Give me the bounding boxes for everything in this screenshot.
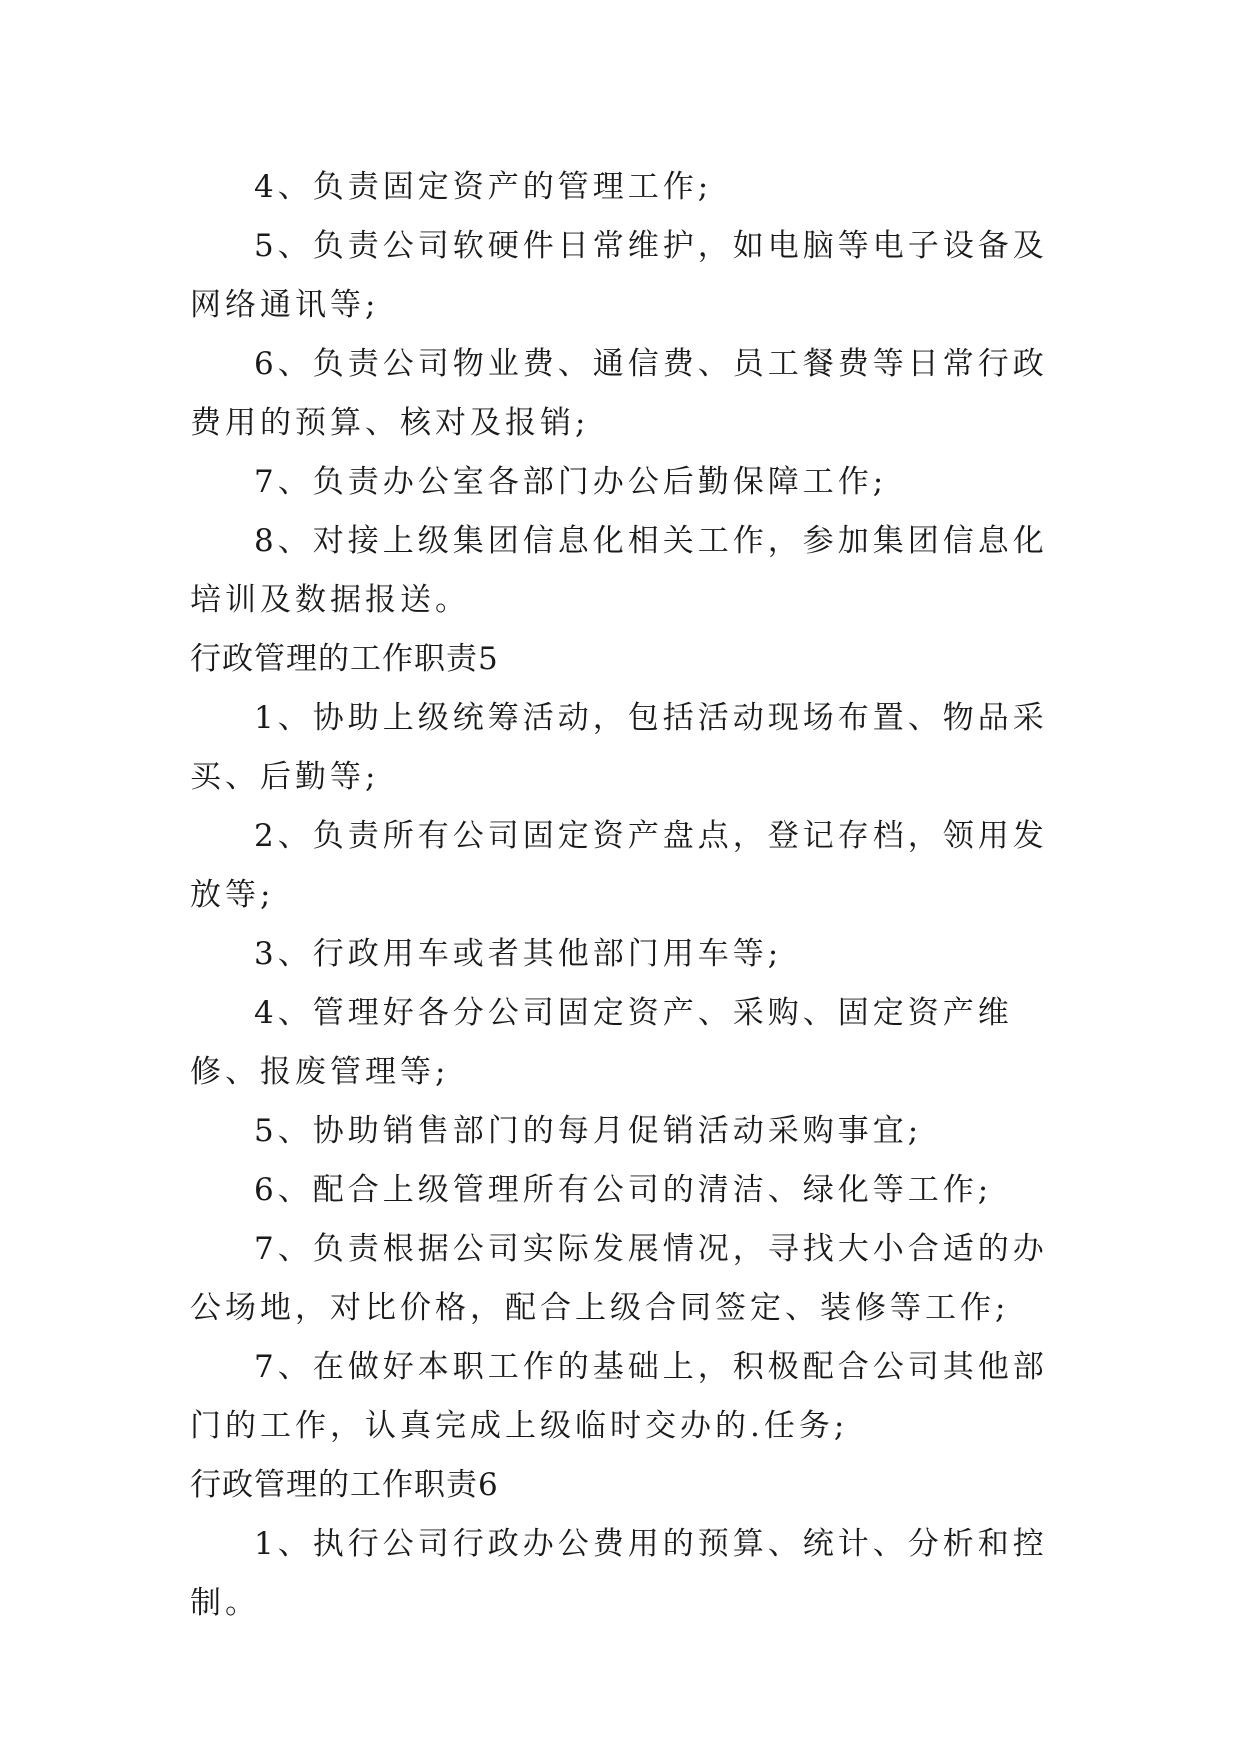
list-item: 8、对接上级集团信息化相关工作，参加集团信息化培训及数据报送。 (190, 523, 1048, 618)
list-item: 5、负责公司软硬件日常维护，如电脑等电子设备及网络通讯等; (190, 228, 1048, 323)
list-item: 4、管理好各分公司固定资产、采购、固定资产维修、报废管理等; (190, 995, 1013, 1090)
section-heading: 行政管理的工作职责6 (190, 1467, 499, 1503)
list-item: 1、执行公司行政办公费用的预算、统计、分析和控制。 (190, 1526, 1048, 1621)
list-item: 7、在做好本职工作的基础上，积极配合公司其他部门的工作，认真完成上级临时交办的.任务; (190, 1349, 1048, 1444)
list-item: 6、负责公司物业费、通信费、员工餐费等日常行政费用的预算、核对及报销; (190, 346, 1048, 441)
list-item: 6、配合上级管理所有公司的清洁、绿化等工作; (254, 1172, 993, 1208)
list-item: 1、协助上级统筹活动，包括活动现场布置、物品采买、后勤等; (190, 700, 1048, 795)
list-item: 5、协助销售部门的每月促销活动采购事宜; (254, 1113, 923, 1149)
list-item: 2、负责所有公司固定资产盘点，登记存档，领用发放等; (190, 818, 1048, 913)
document-page (190, 158, 1070, 1633)
list-item: 3、行政用车或者其他部门用车等; (254, 936, 783, 972)
list-item: 4、负责固定资产的管理工作; (254, 169, 713, 205)
list-item: 7、负责办公室各部门办公后勤保障工作; (254, 464, 888, 500)
list-item: 7、负责根据公司实际发展情况，寻找大小合适的办公场地，对比价格，配合上级合同签定、装修等工作; (190, 1231, 1048, 1326)
section-heading: 行政管理的工作职责5 (190, 641, 499, 677)
